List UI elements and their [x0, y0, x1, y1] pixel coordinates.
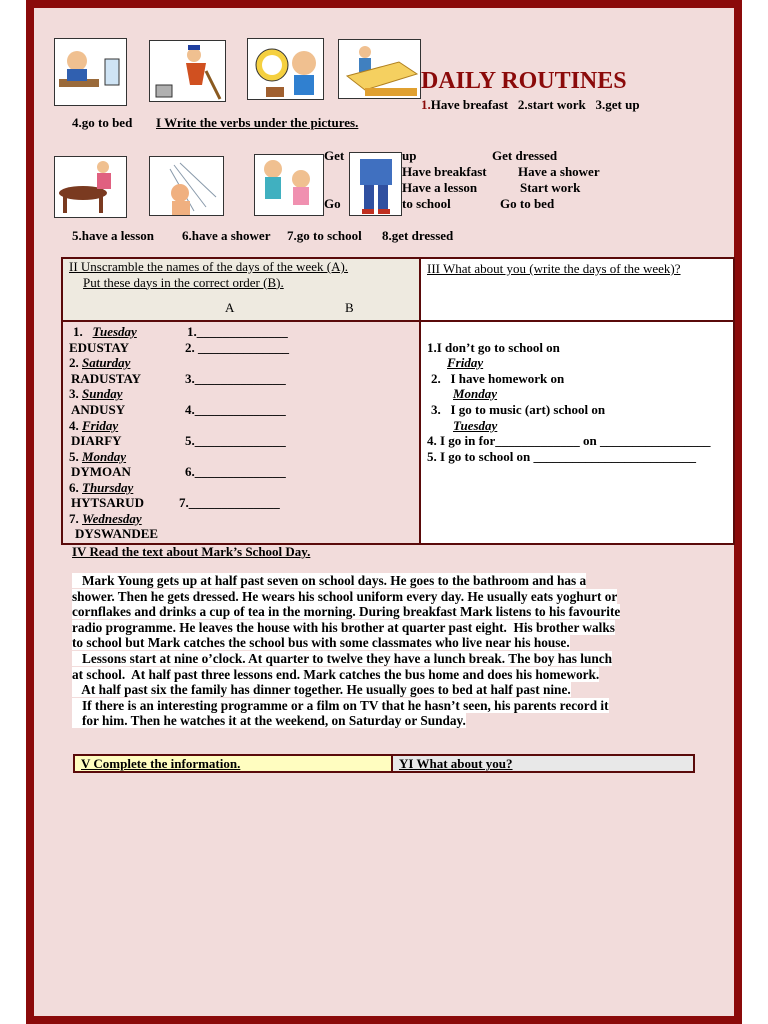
routine-list-line1: [421, 97, 640, 113]
section5-header-row: [73, 754, 695, 773]
reading-passage: [72, 573, 697, 729]
about-you-a1: Friday: [447, 355, 484, 370]
picture-get-up: [247, 38, 324, 100]
picture-go-to-bed: [338, 39, 421, 99]
section4-heading: IV Read the text about Mark’s School Day.: [72, 544, 311, 559]
row3-number: 3.: [69, 386, 79, 401]
passage-line-4: radio programme. He leaves the house with his brother at quarter past eight. His brother walks: [72, 619, 615, 635]
list-item-4: 4.go to bed: [72, 115, 133, 130]
section2-header-cell: [62, 258, 420, 321]
bottom-border: [26, 1016, 742, 1024]
word-go-to-bed: Go to bed: [500, 196, 555, 211]
picture-start-work: [149, 40, 226, 102]
section2-body-cell: [62, 321, 420, 544]
shower-illustration: [150, 157, 224, 216]
passage-line-5: to school but Mark catches the school bus with some classmates who live near his house.: [72, 635, 570, 651]
passage-line-9: If there is an interesting programme or a film on TV that he hasn’t seen, his parents record it: [72, 697, 609, 713]
passage-line-8: At half past six the family has dinner together. He usually goes to bed at half past nine.: [72, 682, 571, 698]
passage-line-7: at school. At half past three lessons end. Mark catches the bus home and does his homework.: [72, 666, 600, 682]
unscramble-list: [63, 322, 419, 543]
list-number-1: 1.: [421, 97, 431, 112]
row1-scrambled: EDUSTAY: [69, 340, 129, 355]
picture-go-to-school: [254, 154, 324, 216]
list-item-2: 2.start work: [517, 97, 586, 112]
row2-number: 2.: [69, 355, 79, 370]
passage-line-6: Lessons start at nine o’clock. At quarter to twelve they have a lunch break. The boy has lunch: [72, 650, 613, 666]
row3-order-blank: 3.______________: [185, 371, 286, 386]
word-up: up: [402, 148, 417, 163]
row7-order-blank: 7.______________: [179, 495, 280, 510]
column-b-label: B: [345, 300, 354, 316]
about-you-list: [421, 322, 733, 543]
row6-answer: Thursday: [82, 480, 134, 495]
row7-number: 7.: [69, 511, 79, 526]
label-6: 6.have a shower: [182, 228, 271, 243]
list-item-3: 3.get up: [595, 97, 640, 112]
row4-answer: Friday: [82, 418, 119, 433]
word-go: Go: [324, 196, 341, 211]
label-8: 8.get dressed: [382, 228, 454, 243]
dressing-illustration: [350, 153, 402, 216]
picture-have-a-shower: [149, 156, 224, 216]
word-start-work: Start work: [520, 180, 581, 195]
label-5: 5.have a lesson: [72, 228, 154, 243]
row5-number: 5.: [69, 449, 79, 464]
row7-scrambled: DYSWANDEE: [75, 526, 159, 541]
lesson-illustration: [55, 157, 127, 218]
row6-order-blank: 6.______________: [185, 464, 286, 479]
row3-answer: Sunday: [82, 386, 123, 401]
picture-have-a-lesson: [54, 156, 127, 218]
row2-order-blank: 2. ______________: [185, 340, 289, 355]
passage-line-3: cornflakes and drinks a cup of tea in the morning. During breakfast Mark listens to his favourite: [72, 604, 621, 620]
section3-body-cell: [420, 321, 734, 544]
row5-order-blank: 5.______________: [185, 433, 286, 448]
section3-header-cell: [420, 258, 734, 321]
about-you-a3: Tuesday: [453, 418, 498, 433]
about-you-a2: Monday: [453, 386, 498, 401]
word-have-a-shower: Have a shower: [518, 164, 600, 179]
section6-what-about-you: YI What about you?: [393, 756, 693, 771]
picture-get-dressed: [349, 152, 402, 216]
word-to-school: to school: [402, 196, 451, 211]
alarm-clock-illustration: [248, 39, 324, 100]
row5-scrambled: DYMOAN: [71, 464, 131, 479]
passage-line-10: for him. Then he watches it at the weekend, on Saturday or Sunday.: [72, 713, 466, 729]
label-7: 7.go to school: [287, 228, 362, 243]
word-have-breakfast: Have breakfast: [402, 164, 487, 179]
picture-have-breakfast: [54, 38, 127, 106]
about-you-q2: 2. I have homework on: [431, 371, 565, 386]
row1-answer: Tuesday: [92, 324, 137, 339]
section5-complete-info: V Complete the information.: [75, 756, 393, 771]
row7-answer: Wednesday: [82, 511, 142, 526]
passage-line-1: Mark Young gets up at half past seven on school days. He goes to the bathroom and has a: [72, 573, 587, 588]
list-item-1: Have breafast: [430, 97, 509, 112]
row5-answer: Monday: [82, 449, 127, 464]
row6-number: 6.: [69, 480, 79, 495]
page-title: DAILY ROUTINES: [421, 68, 627, 94]
children-illustration: [255, 155, 324, 216]
row4-order-blank: 4.______________: [185, 402, 286, 417]
word-get: Get: [324, 148, 345, 163]
about-you-q3: 3. I go to music (art) school on: [431, 402, 606, 417]
passage-line-2: shower. Then he gets dressed. He wears his school uniform every day. He usually eats yoghurt or: [72, 588, 618, 604]
breakfast-illustration: [55, 39, 127, 106]
row4-scrambled: DIARFY: [71, 433, 122, 448]
about-you-q1: 1.I don’t go to school on: [427, 340, 560, 355]
row6-scrambled: HYTSARUD: [71, 495, 144, 510]
row1-order-blank: 1.______________: [187, 324, 288, 339]
row1-number: 1.: [73, 324, 83, 339]
row4-number: 4.: [69, 418, 79, 433]
row3-scrambled: ANDUSY: [71, 402, 126, 417]
row2-answer: Saturday: [82, 355, 131, 370]
days-table: [61, 257, 735, 545]
cleaning-illustration: [150, 41, 226, 102]
about-you-q4: 4. I go in for_____________ on _________________: [427, 433, 711, 448]
column-a-label: A: [225, 300, 235, 316]
section3-heading: III What about you (write the days of the week)?: [427, 261, 681, 276]
about-you-q5: 5. I go to school on _________________________: [427, 449, 697, 464]
word-get-dressed: Get dressed: [492, 148, 558, 163]
word-have-a-lesson: Have a lesson: [402, 180, 478, 195]
section2-heading1: II Unscramble the names of the days of the week (A).: [69, 259, 349, 274]
bed-illustration: [339, 40, 421, 99]
top-border: [26, 0, 742, 8]
task1-instruction: I Write the verbs under the pictures.: [156, 115, 359, 130]
row2-scrambled: RADUSTAY: [71, 371, 142, 386]
section2-heading2: Put these days in the correct order (B).: [83, 274, 284, 290]
